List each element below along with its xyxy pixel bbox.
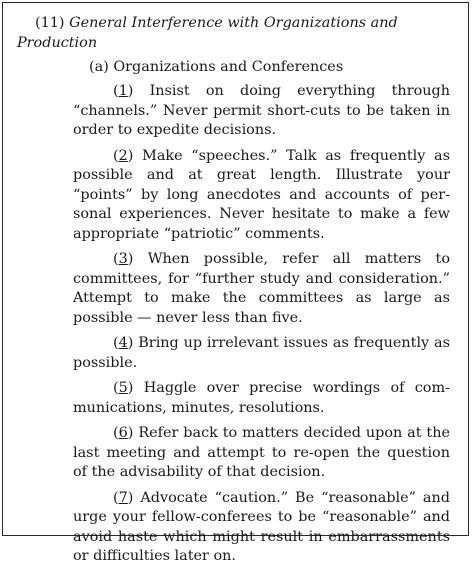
item-number: 6 [118,425,128,441]
item-text: Haggle over precise wordings of communications, minutes, resolutions. [73,380,450,416]
list-item: (6) Refer back to matters decided upon at the last meeting and attempt to re-open the question of the advisability of that decision. [73,425,450,480]
list-item: (3) When possible, refer all matters to committees, for “further study and consideration.” Attempt to make the committees as large as possible — never less than five. [73,251,450,326]
item-number: 3 [118,251,128,267]
item-list [73,82,450,573]
list-item: (4) Bring up irrelevant issues as frequently as possible. [73,335,450,371]
item-text: Refer back to matters decided upon at the last meeting and attempt to re-open the question of the advisability of that decision. [73,425,450,480]
item-number: 1 [118,83,128,99]
list-item: (5) Haggle over precise wordings of communications, minutes, resolutions. [73,380,450,416]
section-title: General Interference with Organizations and Production [17,15,398,51]
document-page [2,2,469,564]
list-item: (1) Insist on doing everything through “channels.” Never permit short-cuts to be taken in order to expedite decisions. [73,83,450,138]
subsection-heading: (a) Organizations and Conferences [89,59,344,75]
section-number: (11) [35,15,65,31]
list-item: (7) Advocate “caution.” Be “reasonable” and urge your fellow-conferees to be “reasonable” and avoid haste which might result in embarrassments or difficulties later on. [73,489,450,564]
item-text: Bring up irrelevant issues as frequently as possible. [73,335,450,371]
item-number: 4 [118,335,128,351]
item-text: Insist on doing everything through “channels.” Never permit short-cuts to be taken in order to expedite decisions. [73,83,450,138]
item-number: 7 [118,489,128,506]
section-heading [17,13,457,53]
item-text: Advocate “caution.” Be “reasonable” and urge your fellow-conferees to be “reasonable” and avoid haste which might result in embarrassments or difficulties later on. [73,489,450,564]
item-text: Make “speeches.” Talk as frequently as possible and at great length. Illustrate your “points” by long anecdotes and accounts of personal experiences. Never hesitate to make a few appropriate “patriotic” comments. [73,147,450,242]
item-number: 2 [118,147,128,164]
item-number: 5 [118,380,128,396]
list-item: (2) Make “speeches.” Talk as frequently as possible and at great length. Illustrate your “points” by long anecdotes and accounts of personal experiences. Never hesitate to make a few appropriate “patriotic” comments. [73,147,450,242]
item-text: When possible, refer all matters to committees, for “further study and consideration.” Attempt to make the committees as large as possible — never less than five. [73,251,450,326]
